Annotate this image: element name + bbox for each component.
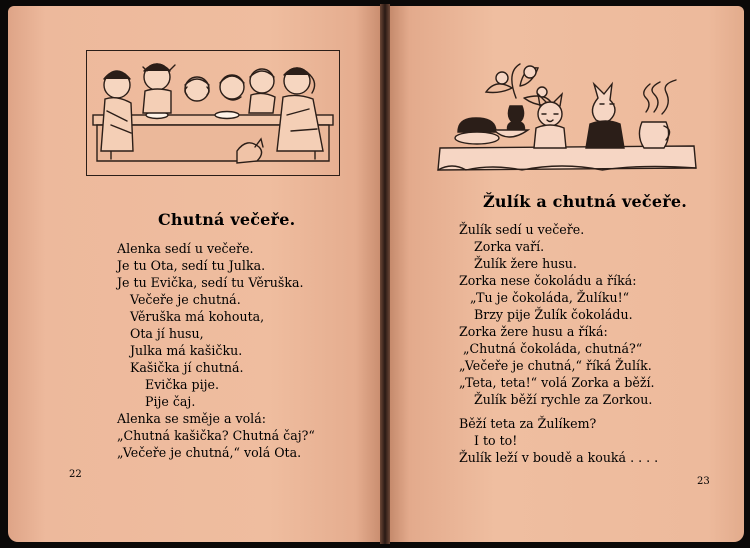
cat-fox-dinner-illustration bbox=[432, 58, 700, 178]
text-line: Žulík sedí u večeře. bbox=[459, 222, 585, 237]
text-line: Brzy pije Žulík čokoládu. bbox=[474, 307, 633, 322]
text-line: „Chutná čokoláda, chutná?“ bbox=[463, 341, 643, 356]
right-page-title: Žulík a chutná večeře. bbox=[483, 192, 688, 211]
text-line: Je tu Ota, sedí tu Julka. bbox=[117, 258, 266, 273]
text-line: Ota jí husu, bbox=[130, 326, 204, 341]
children-dinner-illustration bbox=[86, 50, 340, 176]
text-line: Pije čaj. bbox=[145, 394, 196, 409]
text-line: Věruška má kohouta, bbox=[130, 309, 265, 324]
text-line: Zorka nese čokoládu a říká: bbox=[459, 273, 637, 288]
text-line: Alenka se směje a volá: bbox=[117, 411, 266, 426]
text-line: Zorka žere husu a říká: bbox=[459, 324, 608, 339]
page-number-left: 22 bbox=[69, 469, 82, 480]
text-line: Žulík běží rychle za Zorkou. bbox=[474, 392, 653, 407]
text-line: Je tu Evička, sedí tu Věruška. bbox=[117, 275, 304, 290]
text-line: Evička pije. bbox=[145, 377, 219, 392]
text-line: Julka má kašičku. bbox=[130, 343, 243, 358]
book-gutter bbox=[380, 4, 390, 544]
text-line: „Večeře je chutná,“ volá Ota. bbox=[117, 445, 302, 460]
text-line: Večeře je chutná. bbox=[130, 292, 241, 307]
left-page-title: Chutná večeře. bbox=[158, 210, 296, 229]
text-line: Zorka vaří. bbox=[474, 239, 545, 254]
text-line: „Teta, teta!“ volá Zorka a běží. bbox=[459, 375, 655, 390]
text-line: Žulík žere husu. bbox=[474, 256, 577, 271]
page-number-right: 23 bbox=[697, 476, 710, 487]
text-line: „Tu je čokoláda, Žulíku!“ bbox=[470, 290, 630, 305]
text-line: Kašička jí chutná. bbox=[130, 360, 244, 375]
text-line: Běží teta za Žulíkem? bbox=[459, 416, 597, 431]
text-line: I to to! bbox=[474, 433, 518, 448]
text-line: „Večeře je chutná,“ říká Žulík. bbox=[459, 358, 652, 373]
text-line: Alenka sedí u večeře. bbox=[117, 241, 254, 256]
text-line: „Chutná kašička? Chutná čaj?“ bbox=[117, 428, 315, 443]
text-line: Žulík leží v boudě a kouká . . . . bbox=[459, 450, 659, 465]
